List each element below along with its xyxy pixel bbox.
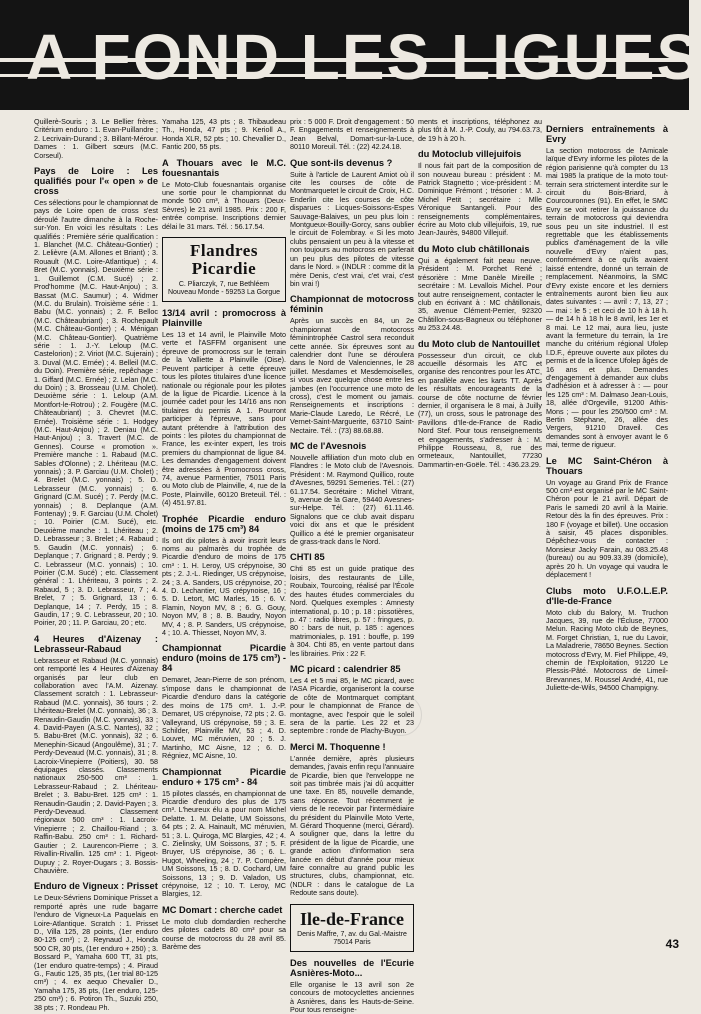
heading-avesnois: MC de l'Avesnois: [290, 441, 367, 451]
text-asnieres-cont: ments et inscriptions, téléphonez au plus tôt à M. J.-P. Couly, au 794.63.73, de 19 h à 20 h.: [418, 117, 542, 143]
heading-asnieres: Des nouvelles de l'Ecurie Asnières-Moto...: [290, 957, 414, 978]
text-champ-plus-175: 15 pilotes classés, en championnat de Picardie d'enduro des plus de 175 cm³. L'heureux élu a pour nom Michel Delatte. 1. M. Delatte, UM Soissons, 64 pts ; 2. A. Hainault, MC méruvien, 51 ; 3. L. Quiroga, MC Blargies, 42 ; 4. C. Zielinsky, UM Soissons, 37 ; 5. F. Bruyer, US crépynoise, 36 ; 6. L. Hugot, Wheeling, 24 ; 7. P. Compère, UM Soissons, 15 ; 8. D. Cochard, UM Soissons, 13 ; 9. D. Valadon, US crépynoise, 12 ; 10. T. Leroy, MC Blargies, 12.: [162, 788, 286, 899]
text-plainville: Les 13 et 14 avril, le Plainville Moto verte et l'ASFFM organisent une épreuve de promocross sur le terrain de la Valliette à Plainville (Oise). Peuvent participer à cette épreuve tous les pilotes titulaires d'une licence nationale ou régionale pour les pilotes de la ligue de Picardie. Licence à la journée cadet pour les 14/16 ans non titulaires du permis A 1. Pourront participer à l'épreuve, sans pour autant prétendre à l'attribution des points : les pilotes du championnat de France, les ex-inter expert, les trois premiers du championnat de ligue 84. Les demandes d'engagement doivent être adressées à Promocross cross, 74, avenue Parmentier, 75011 Paris ou Moto club de Plainville, 4, rue de la Poste, Plainville, 60120 Breteuil. Tél. : (4) 451.97.81.: [162, 330, 286, 508]
text-asnieres: Elle organise le 13 avril son 2e concours de motocyclettes anciennes à Asnières, dans les Hauts-de-Seine. Pour tous renseigne-: [290, 979, 414, 1014]
heading-merci: Merci M. Thoquenne !: [290, 741, 386, 752]
masthead: [0, 0, 701, 110]
heading-motocross-feminin: Championnat de motocross féminin: [290, 294, 414, 315]
heading-mc-domart: MC Domart : cherche cadet: [162, 904, 283, 915]
league-box-flandres-picardie: [162, 237, 286, 302]
heading-chatillonais: du Moto club châtillonais: [418, 243, 530, 254]
text-mc-picard: Les 4 et 5 mai 85, le MC picard, avec l'ASA Picardie, organiseront la course de côte de Montmarquet comptant pour le championnat de France de montagne, avec l'espoir que le soleil sera de la partie. Les 22 et 23 septembre : ronde de Plachy-Buyon.: [290, 675, 414, 736]
library-stamp: [380, 694, 422, 736]
text-vigneux: Le Deux-Sévriens Dominique Prisset a remporté après une rude bagarre l'enduro de Vigneux-La Paquelais en Loire-Atlantique. Scratch : 1. Prisset D., Villa 125, 28 points, (1er enduro 80-125 cm³) ; 2. Reynaud J., Honda 500 CR, 30 pts, (1er enduro + 250) ; 3. Bossard P., Yamaha 600 TT, 31 pts, (1er enduro quatre-temps) ; 4. Piraud G., Fautic 125, 35 pts, (1er trial 80-125 cm³) ; 4. ex aequo Chevalier D., Yamaha 175, 35 pts, (1er enduro, 125-250 cm³) ; 6. Potiron Th., Suzuki 250, 38 pts ; 7. Rondeau Ph.: [34, 893, 158, 1012]
column-1: [34, 117, 158, 1012]
heading-thouars: A Thouars avec le M.C. fouesnantais: [162, 157, 286, 178]
page-number: 43: [665, 937, 679, 951]
heading-aizenay: 4 Heures d'Aizenay : Lebrasseur-Rabaud: [34, 633, 158, 654]
column-2: [162, 118, 286, 958]
text-chti85: Chti 85 est un guide pratique des loisirs, des restaurants de Lille, Roubaix, Tourcoing, réalisé par l'École des hautes études commerciales du Nord. Quelques exemples : Amnesty international, p. 10 ; p. 18 : pissotières, p. 47 : radio libres, p. 57 : fringues, p. 80 : bars de nuit, p. 185 : agences matrimoniales, p. 191 : bouffe, p. 199 à 304. Chti 85, en vente partout dans les librairies. Prix : 22 F.: [290, 564, 414, 658]
text-thouars: Le Moto-Club fouesnantais organise une sortie pour le championnat du monde 500 cm³, à Thouars (Deux-Sèvres) le 21 avril 1985. Prix : 200 F, entrée comprise. Inscriptions dernier délai le 31 mars. Tél. : 56.17.54.: [162, 179, 286, 231]
league-box-title: Flandres Picardie: [190, 241, 258, 279]
text-evry: La section motocross de l'Amicale laïque d'Evry informe les pilotes de la région parisienne qu'à compter du 13 mai 1985 la pratique de la moto tout-terrain sera strictement interdite sur le circuit du Bois-Briard, à Courcouronnes (91). En effet, le SMC Evry se voit retirer la jouissance du terrain de motocross qui deviendra sous peu un site industriel. Il est regrettable que les établissements publics d'aménagement de la ville nouvelle d'Evry n'aient pas, conformément à ce qu'ils avaient laissé entendre, donné un terrain de remplacement. Néanmoins, la SMC d'Evry existe encore et les derniers entraînements auront bien lieu aux dates suivantes : — avril : 7, 13, 27 ; — mai : le 5 ; et ceci de 10 h à 18 h. — de 14 h à 18 h le 8 avril, les 1er et 8 mai. Le 12 mai, aura lieu, juste avant la fermeture du terrain, la 1re manche du critérium régional Ufolep I.D.F., épreuve ouverte aux pilotes du permis et de la licence Ufolep âgés de 16 ans et plus. Demandes d'engagement à demander aux clubs d'adhésion et à adresser à : — pour les 125 cm³ : M. Dalmaso Jean-Louis, 18, allée d'Orgeville, 91200 Athis-Mons ; — pour les 250/500 cm³ : M. Bertin Stéphane, 26, allée des Vergers, 91210 Draveil. Ces demandes sont à envoyer avant le 6 mai, terme de rigueur.: [546, 146, 668, 450]
heading-plainville: 13/14 avril : promocross à Plainville: [162, 308, 286, 329]
heading-trophee-picardie: Trophée Picardie enduro (moins de 175 cm³) 84: [162, 513, 286, 534]
heading-saint-cheron: Le MC Saint-Chéron à Thouars: [546, 455, 668, 476]
text-mc-domart: Le moto club domdardien recherche des pilotes cadets 80 cm³ pour sa course de motocross du 28 avril 85. Barème des: [162, 916, 286, 952]
heading-mc-picard: MC picard : calendrier 85: [290, 663, 401, 674]
text-villejuifois: Il nous fait part de la composition de son nouveau bureau : président : M. Patrick Stagnetto ; vice-président : M. Dominique Frémont ; trésorier : M. J. Michel Petit ; secrétaire : Mlle Véronique Santangeli. Pour des renseignements complémentaires, écrire au Moto club villejuifois, 19, rue Jean-Jaurès, 94800 Villejuif.: [418, 161, 542, 238]
text-merci: L'année dernière, après plusieurs demandes, j'avais enfin reçu l'annuaire de Picardie, bien que l'enveloppe ne soit pas timbrée mais j'ai dû acquitter une taxe. En 85, nouvelle demande, sans réponse. Tout récemment je viens de le recevoir par l'intermédiaire du président du Plainville Moto Verte, M. Gérard Thoquenne (merci, Gérard). A souligner que, dans la lettre du président de la ligue de Picardie, une grande action d'information sera lancée en début d'année pour mieux faire connaître au grand public les structures, clubs, championnat, etc. (NDLR : dans le catalogue de La Redoute sans doute).: [290, 753, 414, 898]
heading-chti85: CHTI 85: [290, 552, 325, 563]
text-champ-moins-175: Demaret, Jean-Pierre de son prénom, s'impose dans le championnat de Picardie d'enduro dans la catégorie des moins de 175 cm³. 1. J.-P. Demaret, US crépynoise, 72 pts ; 2. G. Valleyrand, US crépynoise, 59 ; 3. E. Schilder, Plainville MV, 53 ; 4. D. Louvet, MC méruvien, 20 ; 5. J. Martinho, MC Aisne, 12 ; 6. D. Régniez, MC Aisne, 10.: [162, 675, 286, 761]
league-box-address: C. Pliarczyk, 7, rue Bethléem Nouveau Monde - 59253 La Gorgue: [167, 281, 281, 297]
intro-text: Quillerè-Souris ; 3. Le Bellier frères. Critérium enduro : 1. Evan-Puillandre ; 2. Lecrivain-Durand ; 3. Billant-Mérour. Dames : 1. Gilbert sœurs (M.C. Corseul).: [34, 117, 158, 160]
league-box-title: Ile-de-France: [300, 908, 404, 929]
column-4: [418, 118, 542, 958]
text-que-sont-ils: Suite à l'article de Laurent Amiot où il cite les courses de côte de Montmarquetet le circuit de Croix, H.C. Enderlin cite les courses de côte disparues : Licques-Soissons-Espes Sauvage-Balaives, un peu plus loin : Montgueux-Bouilly-Gorcy, sans oublier le circuit de Folembray. « Si les moto clubs pensaient un peu à la vitesse et non toujours au motocross en parlerait un peu plus des pilotes de vitesse dans le Nord. » (INDLR : comme dit la mère Denis, c'est vrai, c'et vrai, c'est bin vrai !): [290, 169, 414, 288]
column-3: [290, 117, 414, 1014]
text-domart-cont: prix : 5 000 F. Droit d'engagement : 50 F. Engagements et renseignements à Jean Belval, Domart-sur-la-Luce, 80110 Moreuil. Tél. : (22) 42.24.18.: [290, 117, 414, 152]
heading-champ-moins-175: Championnat Picardie enduro (moins de 175 cm³) - 84: [162, 643, 286, 674]
text-avesnois: Nouvelle affiliation d'un moto club en Flandres : le Moto club de l'Avesnois. Président : M. Raymond Quillico, route d'Avesnes, 59291 Semeries. Tél. : (27) 61.17.54. Secrétaire : Michel Vitrant, 9, avenue de la Gare, 59440 Avesnes-sur-Helpe. Tél. : (27) 61.11.46. Signalons que ce club avait disparu voici dix ans et que le président Quillico a été le premier organisateur de grass-track dans le Nord.: [290, 453, 414, 547]
text-motocross-feminin: Après un succès en 84, un 2e championnat de motocross féminintrophée Castrol sera reconduit cette année. Six épreuves sont au calendrier dont l'une se déroulera dans le Nord de Valenciennes, le 28 juillet. Mesdames et Mesdemoiselles, si vous avez quelque chose entre les jambes (en l'occurrence une moto de cross), c'est le moment ou jamais. Renseignements et inscriptions : Marie-Claude Laredo, Le Récré, Le Vernet-Saint-Marguerite, 63710 Saint-Nectaire. Tél. : (73) 88.68.88.: [290, 316, 414, 435]
heading-evry: Derniers entraînements à Evry: [546, 124, 668, 144]
text-aizenay: Lebrasseur et Rabaud (M.C. yonnais) ont remporté les 4 Heures d'Aizenay organisés par leur club en collaboration avec l'A.M. Aizenay. Classement scratch : 1. Lebrasseur-Rabaud (M.C. yonnais), 36 tours ; 2. Lhériteau-Brelet (M.C. yonnais), 36 ; 3. Renaudin-Gaudin (M.C. yonnais), 33 ; 4. David-Payen (A.S.C. Nantes), 32 ; 5. Babu-Bret (M.C. yonnais), 32 ; 6. Menephin-Sicaud (Angoulême), 31 ; 7. Perdy-Deveaud (M.C. yonnais), 31 ; 8. Lacroix-Vinepierre (Poitiers), 30. 58 équipages classés. Classements nationaux 250-500 cm³ : 1. Lebrasseur-Rabaud ; 2. Lhériteau-Brelet ; 3. Babu-Bret. 125 cm³ : 1. Renaudin-Gaudin ; 2. David-Payen ; 3. Perdy-Deveaud. Classement régionaux 500 cm³ : 1. Lacroix-Vinepierre ; 2. Chaillou-Riand ; 3. Raffin-Babu. 250 cm³ : 1. Richard-Gautier ; 2. Laurencon-Pierre ; 3. Rivallin-Rivallin. 125 cm³ : 1. Pigeot-Dupuy ; 2. Royer-Dugars ; 3. Bossis-Chauvière.: [34, 655, 158, 875]
text-nantouillet: Possesseur d'un circuit, ce club accueille désormais les ATC et organise des rencontres pour les ATC, en parallèle avec les karts TT. Après les résultats encourageants de la course de côte nocturne de février dernier, il organisera le 8 mai, à Juilly (77), un cross, sous le patronage des Pavillons d'Ile-de-France de Radio Nord Stef. Pour tous renseignements et engagements, s'adresser à : M. Philippe Rousseau, 8, rue des ormeteaux, Nantouillet, 77230 Dammartin-en-Goële. Tél. : 436.23.29.: [418, 350, 542, 469]
heading-champ-plus-175: Championnat Picardie enduro + 175 cm³ - 84: [162, 766, 286, 787]
text-ufolep: Moto club du Balory, M. Truchon Jacques, 39, rue de l'Écluse, 77000 Melun. Racing Moto club de Beynes, M. Forget Christian, 1, rue du Lavoir, La Maladrerie, 78650 Beynes. Section motocross d'Evry, M. Fief Philippe, 49, chemin de l'Exploitation, 91220 Le Plessis-Pâté. Motocross de Limeil-Brevannes, M. Roussel André, 41, rue Juliette-de-Wils, 94500 Champigny.: [546, 607, 668, 693]
column-5: [546, 118, 668, 958]
text-vigneux-cont: Yamaha 125, 43 pts ; 8. Thibaudeau Th., Honda, 47 pts ; 9. Kerioll A., Honda XLR, 52 pts ; 10. Chevallier D., Fantic 200, 55 pts.: [162, 117, 286, 152]
text-trophee-picardie: Ils ont dix pilotes à avoir inscrit leurs noms au palmarès du trophée de Picardie d'enduro de moins de 175 cm³ : 1. H. Leroy, US crépynoise, 30 pts ; 2. J.-L. Riedinger, US crépynoise, 24 ; 3. A. Sanders, US crépynoise, 20 ; 4. D. Lechantier, US crépynoise, 16 ; 5. D. Letort, MC Marles, 15 ; 6. V. Flamin, Noyon MV, 8 ; 6. G. Gouy, Noyon MV, 8 ; 8. B. Baudry, Noyon MV, 4 ; 8. P. Sanders, US crépynoise, 4 ; 10. A. Thiesset, Noyon MV, 3.: [162, 535, 286, 638]
heading-que-sont-ils: Que sont-ils devenus ?: [290, 157, 393, 168]
league-box-ile-de-france: [290, 904, 414, 952]
league-box-address: Denis Maffre, 7, av. du Gal.-Maistre 75014 Paris: [297, 930, 407, 946]
heading-vigneux: Enduro de Vigneux : Prisset: [34, 881, 158, 892]
article-columns: [0, 110, 689, 1014]
heading-nantouillet: du Moto club de Nantouillet: [418, 338, 540, 349]
page-title: A FOND LES LIGUES: [26, 21, 701, 93]
heading-ufolep: Clubs moto U.F.O.L.E.P. d'Ile-de-France: [546, 585, 668, 606]
text-pays-de-loire: Ces sélections pour le championnat de pays de Loire open de cross s'est déroulé l'autre dimanche à la Roche-sur-Yon. En voici les résultats : Les qualifiés : Première série qualification : 1. Blanchet (M.C. Château-Gontier) ; 2. Lelièvre (A.M. Allones et Briant) ; 3. Rouault (M.C. Loire-Atlantique) ; 4. Bret (M.C. yonnais). Deuxième série : 1. Guillemot (C.M. Sucé) ; 2. Prod'homme (M.C. Haut-Anjou) ; 3. Bassat (M.C. Saumur) ; 4. Widmer (M.C. du Brulain). Troisième série : 1. Babu (M.C. yonnais) ; 2. F. Belloc (M.C. Châteaubriant) ; 3. Rochepault (M.C. Château-Gontier) ; 4. Ménigan (M.C. Château-Gontier). Quatrième série : 1. J.-Y. Leloup (M.C. Castelorion) ; 2. Viriot (M.C. Sujerain) ; 3. Duval (M.C. Ernée) ; 4. Belleil (M.C. du Doin). Première série, repêchage : 1. Giffard (M.C. Ernée) ; 2. Lelan (M.C. du Doin) ; 3. Brosseau (U.M. Cholet). Deuxième série : 1. Leloup (A.M. Montfort-le-Rotrou) ; 2. Fougère (M.C. Châteaubriant) ; 3. Chevret (M.C. Ernée). Troisième série : 1. Hodgey (M.C. Haut-Anjou) ; 2. Deniau (M.C. Haut-Anjou) ; 3. Travert (M.C. de Gennes). Course « promotion ». Première manche : 1. Rabaud (M.C. Sables d'Olonne) ; 2. Lhériteau (M.C. yonnais) ; 3. P. Garciau (U.M. Cholet) ; 4. Brelet (M.C. yonnais) ; 5. D. Lebrasseur (M.C. yonnais) ; 6. Grignard (C.M. Sucé) ; 7. Perdy (M.C. yonnais) ; 8. Deplanque (A.M. Fontenay) ; 9. F. Garciau (U.M. Cholet) ; 10. Poirier (C.M. Sucé), etc. Deuxième manche : 1. Lhériteau ; 2. D. Lebrasseur ; 3. Brelet ; 4. Rabaud ; 5. Gaudin (M.C. yonnais) ; 6. Deplanque ; 7. Grignard ; 8. Perdy ; 9. C. Lebrasseur (M.C. yonnais) ; 10. Poirier (C.M. Sucé) ; etc. Classement général : 1. Lhériteau, 3 points ; 2. Rabaud, 5 ; 3. D. Lebrasseur, 7 ; 4. Brelet, 7 ; 5. Grignard, 13 ; 6. Deplanque, 14 ; 7. Perdy, 15 ; 8. Gaudin, 17 ; 9. C. Lebrasseur, 20 ; 10. Poirier, 20 ; 11. P. Garciau, 20 ; etc.: [34, 198, 158, 628]
heading-villejuifois: du Motoclub villejuifois: [418, 149, 522, 160]
text-saint-cheron: Un voyage au Grand Prix de France 500 cm³ est organisé par le MC Saint-Chéron pour le 21 avril. Départ de Paris le samedi 20 avril à la Mairie. Retour dès la fin des épreuves. Prix : 180 F (voyage et billet). Une occasion à saisir, 45 places disponibles. Dépêchez-vous de contacter : Monsieur Jacky Farain, au 083.25.48 (bureau) ou au 909.33.39 (domicile), après 20 h. Un voyage qui vaudra le déplacement !: [546, 477, 668, 580]
text-chatillonais: Qui a également fait peau neuve. Président : M. Porchet René ; trésorière : Mme Danèle Mireille ; secrétaire : M. Levallois Michel. Pour tout autre renseignement, contacter le club en écrivant à : MC châtillonais, 35, avenue Clément-Perrier, 92320 Châtillon-sous-Bagneux ou téléphoner au 253.24.48.: [418, 255, 542, 333]
heading-pays-de-loire: Pays de Loire : Les qualifiés pour l'« open » de cross: [34, 166, 158, 197]
